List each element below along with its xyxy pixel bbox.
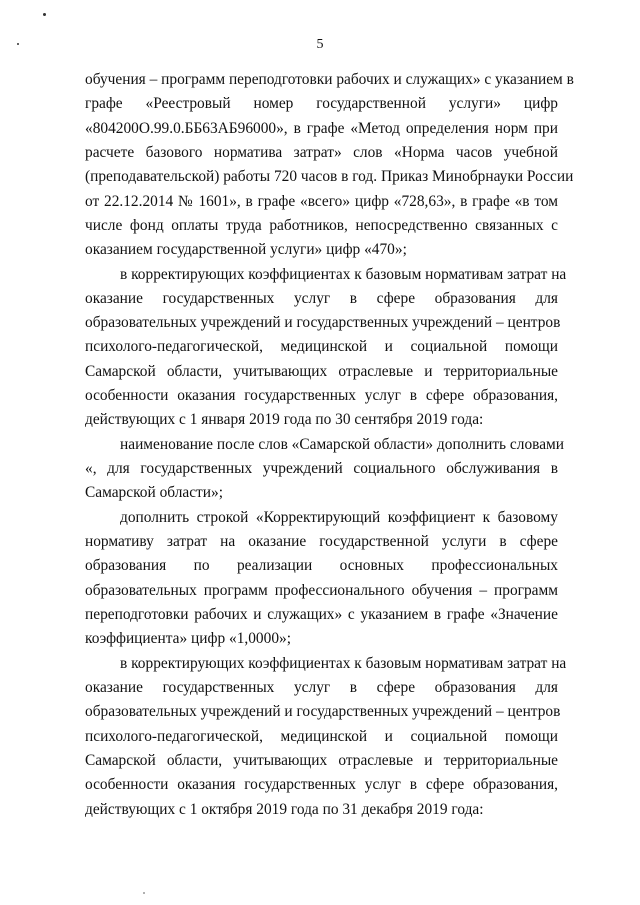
text-line: особенности оказания государственных услуг в сфере образования,: [85, 387, 558, 404]
scan-speck: [43, 13, 46, 16]
text-line: оказанием государственной услуги» цифр «470»;: [85, 241, 407, 258]
page-number: 5: [316, 37, 324, 52]
text-line: оказание государственных услуг в сфере образования для: [85, 290, 558, 307]
text-line: переподготовки рабочих и служащих» с указанием в графе «Значение: [85, 606, 558, 623]
text-line: образовательных программ профессионального обучения – программ: [85, 582, 558, 599]
text-line: коэффициента» цифр «1,0000»;: [85, 630, 291, 647]
text-line: графе «Реестровый номер государственной услуги» цифр: [85, 95, 558, 112]
text-line: Самарской области, учитывающих отраслевые и территориальные: [85, 363, 558, 380]
text-line: действующих с 1 октября 2019 года по 31 декабря 2019 года:: [85, 801, 484, 818]
text-line: особенности оказания государственных услуг в сфере образования,: [85, 776, 558, 793]
text-line: действующих с 1 января 2019 года по 30 сентября 2019 года:: [85, 411, 484, 428]
text-line: в корректирующих коэффициентах к базовым нормативам затрат на: [120, 266, 567, 283]
text-line: (преподавательской) работы 720 часов в год. Приказ Минобрнауки России: [85, 168, 574, 185]
text-line: «, для государственных учреждений социального обслуживания в: [85, 460, 558, 477]
text-line: расчете базового норматива затрат» слов «Норма часов учебной: [85, 144, 558, 161]
text-line: нормативу затрат на оказание государственной услуги в сфере: [85, 533, 558, 550]
text-line: Самарской области»;: [85, 484, 223, 501]
text-line: в корректирующих коэффициентах к базовым нормативам затрат на: [120, 655, 567, 672]
text-line: образовательных учреждений и государственных учреждений – центров: [85, 703, 561, 720]
text-line: числе фонд оплаты труда работников, непосредственно связанных с: [85, 217, 558, 234]
text-line: дополнить строкой «Корректирующий коэффициент к базовому: [120, 509, 558, 526]
text-line: психолого-педагогической, медицинской и социальной помощи: [85, 338, 558, 355]
text-line: наименование после слов «Самарской области» дополнить словами: [120, 436, 565, 453]
text-line: психолого-педагогической, медицинской и социальной помощи: [85, 728, 558, 745]
text-line: Самарской области, учитывающих отраслевые и территориальные: [85, 752, 558, 769]
scan-speck: [143, 892, 145, 894]
text-line: от 22.12.2014 № 1601», в графе «всего» цифр «728,63», в графе «в том: [85, 193, 558, 210]
text-line: оказание государственных услуг в сфере образования для: [85, 679, 558, 696]
text-line: образования по реализации основных профессиональных: [85, 557, 558, 574]
text-line: образовательных учреждений и государственных учреждений – центров: [85, 314, 561, 331]
text-line: «804200О.99.0.ББ63АБ96000», в графе «Метод определения норм при: [85, 120, 558, 137]
text-line: обучения – программ переподготовки рабочих и служащих» с указанием в: [85, 71, 574, 88]
